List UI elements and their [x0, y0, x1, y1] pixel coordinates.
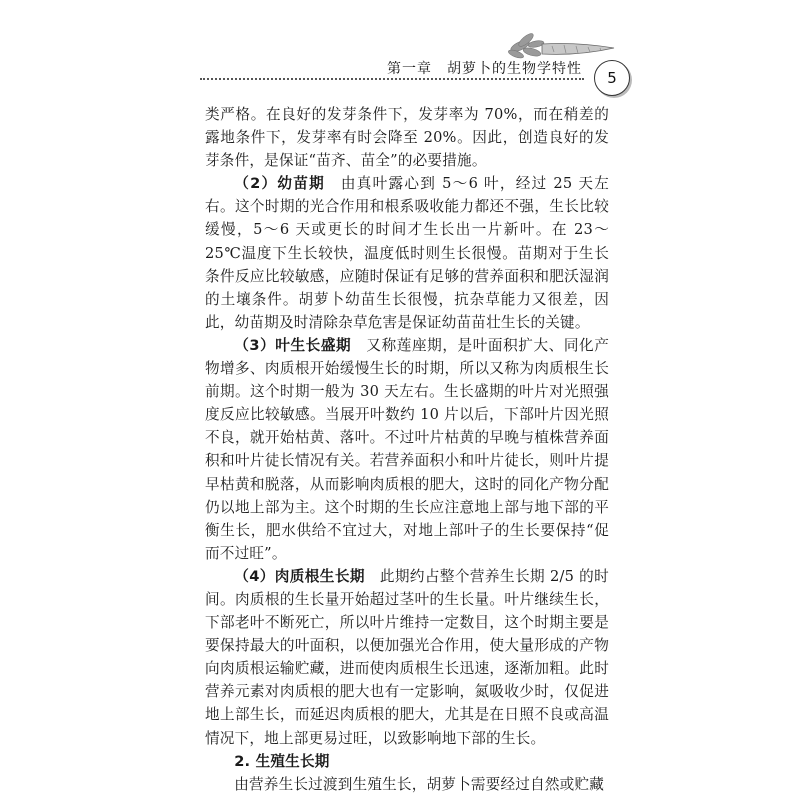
term-leaf-growth-stage: （3）叶生长盛期 — [234, 336, 352, 354]
paragraph-seedling-stage — [205, 172, 609, 334]
paragraph-leaf-growth-stage — [205, 334, 609, 565]
header-divider — [200, 78, 584, 80]
page-number: 5 — [594, 60, 630, 96]
paragraph-root-growth-stage — [205, 565, 609, 750]
paragraph-text: 由真叶露心到 5～6 叶，经过 25 天左右。这个时期的光合作用和根系吸收能力都还不强，生长比较缓慢，5～6 天或更长的时间才生长出一片新叶。在 23～25℃温度下生长较快，温度低时则生长很慢。苗期对于生长条件反应比较敏感，应随时保证有足够的营养面积和肥沃湿润的土壤条件。胡萝卜幼苗生长很慢，抗杂草能力又很差，因此，幼苗期及时清除杂草危害是保证幼苗苗壮生长的关键。 — [205, 175, 609, 331]
paragraph-germination: 类严格。在良好的发芽条件下，发芽率为 70%，而在稍差的露地条件下，发芽率有时会降至 20%。因此，创造良好的发芽条件，是保证“苗齐、苗全”的必要措施。 — [205, 106, 609, 170]
term-root-growth-stage: （4）肉质根生长期 — [234, 567, 365, 585]
term-seedling-stage: （2）幼苗期 — [234, 175, 326, 193]
page-body — [205, 103, 609, 796]
paragraph-reproductive-stage: 由营养生长过渡到生殖生长，胡萝卜需要经过自然或贮藏 — [234, 775, 605, 793]
paragraph-text: 又称莲座期，是叶面积扩大、同化产物增多、肉质根开始缓慢生长的时期，所以又称为肉质根生长前期。这个时期一般为 30 天左右。生长盛期的叶片对光照强度反应比较敏感。当展开叶数约 10 片以后，下部叶片因光照不良，就开始枯黄、落叶。不过叶片枯黄的早晚与植株营养面积和叶片徒长情况有关。若营养面积小和叶片徒长，则叶片提早枯黄和脱落，从而影响肉质根的肥大，这时的同化产物分配仍以地上部为主。这个时期的生长应注意地上部与地下部的平衡生长，肥水供给不宜过大，对地上部叶子的生长要保持“促而不过旺”。 — [205, 336, 609, 562]
section-heading: 2. 生殖生长期 — [234, 752, 330, 770]
running-header — [200, 30, 630, 100]
paragraph-text: 此期约占整个营养生长期 2/5 的时间。肉质根的生长量开始超过茎叶的生长量。叶片继续生长，下部老叶不断死亡，所以叶片维持一定数目，这个时期主要是要保持最大的叶面积，以便加强光合作用，使大量形成的产物向肉质根运输贮藏，进而使肉质根生长迅速，逐渐加粗。此时营养元素对肉质根的肥大也有一定影响，氮吸收少时，仅促进地上部生长，而延迟肉质根的肥大，尤其是在日照不良或高温情况下，地上部更易过旺，以致影响地下部的生长。 — [205, 567, 609, 747]
chapter-title: 第一章 胡萝卜的生物学特性 — [387, 61, 582, 77]
